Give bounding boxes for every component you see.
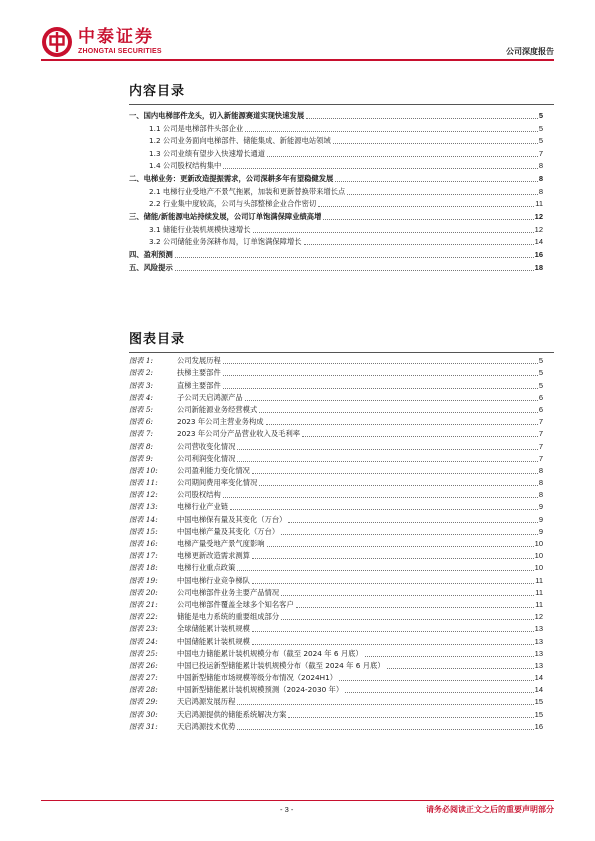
figure-page-number: 7: [538, 429, 543, 439]
figure-list-link[interactable]: [129, 647, 543, 659]
figure-title: 电梯行业重点政策: [177, 563, 236, 573]
figure-page-number: 13: [534, 660, 543, 670]
figure-page-number: 7: [538, 453, 543, 463]
figure-list-link[interactable]: [129, 695, 543, 707]
toc-page-number: 16: [534, 250, 543, 259]
figure-list-link[interactable]: [129, 610, 543, 622]
toc-page-number: 8: [538, 186, 543, 196]
figure-list-link[interactable]: [129, 720, 543, 732]
zhongtai-logo-icon: [41, 26, 73, 58]
figure-title: 中国电梯保有量及其变化（万台）: [177, 514, 287, 524]
figure-list-link[interactable]: [129, 476, 543, 488]
dot-leader: [267, 155, 538, 157]
figure-label: 图表 16:: [129, 539, 158, 548]
figure-title: 公司电梯部件业务主要产品情况: [177, 587, 280, 597]
figure-label: 图表 14:: [129, 514, 158, 524]
figure-label: 图表 9:: [129, 453, 154, 463]
dot-leader: [223, 374, 538, 376]
dot-leader: [306, 117, 538, 119]
figure-page-number: 9: [538, 502, 543, 512]
figure-label: 图表 11:: [129, 478, 158, 488]
figure-title: 中国电梯行业竞争梯队: [177, 575, 250, 585]
figure-title: 天启鸿源技术优势: [177, 721, 236, 731]
figure-label: 图表 24:: [129, 636, 158, 646]
figure-title: 中国电力储能累计装机规模分布（截至 2024 年 6 月底）: [177, 648, 363, 658]
figure-title: 直梯主要部件: [177, 380, 221, 390]
dot-leader: [347, 193, 537, 195]
dot-leader: [223, 362, 538, 364]
figure-page-number: 5: [538, 368, 543, 378]
toc-page-number: 18: [534, 263, 543, 272]
toc-chapter-link[interactable]: [129, 247, 543, 260]
figure-page-number: 5: [538, 380, 543, 390]
page-number: - 3 -: [280, 805, 294, 814]
dot-leader: [253, 231, 534, 233]
figure-page-number: 11: [535, 575, 543, 585]
toc-entry-text: 五、风险提示: [129, 263, 173, 272]
dot-leader: [335, 180, 538, 182]
figure-label: 图表 7:: [129, 429, 154, 439]
dot-leader: [333, 142, 538, 144]
figure-page-number: 6: [538, 404, 543, 414]
figure-list-link[interactable]: [129, 439, 543, 451]
dot-leader: [223, 167, 538, 169]
figure-title: 全球储能累计装机规模: [177, 624, 250, 634]
figure-title: 中国电梯产量及其变化（万台）: [177, 526, 280, 536]
figure-label: 图表 3:: [129, 380, 154, 390]
figure-label: 图表 4:: [129, 392, 154, 402]
figure-page-number: 5: [538, 356, 543, 366]
figure-label: 图表 6:: [129, 417, 154, 427]
figure-page-number: 6: [538, 392, 543, 402]
toc-entry-text: 1.2 公司业务面向电梯部件、储能集成、新能源电站领域: [149, 136, 331, 145]
toc-page-number: 12: [534, 224, 543, 234]
figure-list-link[interactable]: [129, 683, 543, 695]
dot-leader: [245, 130, 538, 132]
dot-leader: [323, 218, 533, 220]
figure-title: 中国储能累计装机规模: [177, 636, 250, 646]
figure-label: 图表 10:: [129, 465, 158, 475]
dot-leader: [281, 594, 534, 596]
figure-list-link[interactable]: [129, 671, 543, 683]
figure-list-link[interactable]: [129, 586, 543, 598]
toc-list: [129, 108, 543, 273]
toc-entry-text: 一、国内电梯部件龙头，切入新能源赛道实现快速发展: [129, 111, 305, 120]
dot-leader: [288, 716, 533, 718]
toc-entry-text: 1.1 公司是电梯部件头部企业: [149, 123, 244, 133]
figure-label: 图表 2:: [129, 368, 154, 378]
toc-entry-text: 1.3 公司业绩有望步入快速增长通道: [149, 148, 266, 158]
figure-list-link[interactable]: [129, 598, 543, 610]
figure-page-number: 14: [534, 685, 543, 695]
figure-page-number: 13: [534, 624, 543, 634]
figure-title: 公司新能源业务经营模式: [177, 404, 258, 414]
figure-list-link[interactable]: [129, 549, 543, 561]
figure-title: 公司利润变化情况: [177, 453, 236, 463]
dot-leader: [252, 472, 538, 474]
toc-chapter-link[interactable]: [129, 108, 543, 121]
toc-page-number: 5: [538, 111, 543, 120]
figure-title: 公司电梯部件覆盖全球多个知名客户: [177, 599, 294, 609]
dot-leader: [237, 569, 533, 571]
dot-leader: [230, 508, 538, 510]
toc-section-link[interactable]: [129, 235, 543, 248]
figure-title: 公司发展历程: [177, 356, 221, 366]
figure-label: 图表 5:: [129, 404, 154, 414]
figures-title-divider: [129, 352, 554, 353]
toc-chapter-link[interactable]: [129, 209, 543, 222]
toc-entry-text: 3.1 储能行业装机规模快速增长: [149, 224, 251, 234]
dot-leader: [237, 703, 533, 705]
figure-label: 图表 12:: [129, 490, 158, 500]
figure-page-number: 10: [534, 539, 543, 548]
figure-list-link[interactable]: [129, 415, 543, 427]
figure-list-link[interactable]: [129, 525, 543, 537]
toc-page-number: 11: [535, 199, 543, 208]
figure-label: 图表 20:: [129, 587, 158, 597]
figure-page-number: 15: [534, 709, 543, 719]
dot-leader: [245, 399, 538, 401]
dot-leader: [387, 667, 534, 669]
figure-list-link[interactable]: [129, 634, 543, 646]
figure-page-number: 9: [538, 526, 543, 536]
figure-title: 2023 年公司分产品营业收入及毛利率: [177, 429, 301, 439]
figure-label: 图表 31:: [129, 721, 158, 731]
figure-list-link[interactable]: [129, 561, 543, 573]
toc-section-link[interactable]: [129, 222, 543, 235]
figure-label: 图表 28:: [129, 685, 158, 695]
figure-label: 图表 13:: [129, 502, 158, 512]
toc-section-link[interactable]: [129, 184, 543, 197]
figure-page-number: 9: [538, 514, 543, 524]
figure-page-number: 8: [538, 465, 543, 475]
figure-list-link[interactable]: [129, 391, 543, 403]
dot-leader: [223, 387, 538, 389]
figure-list-link[interactable]: [129, 707, 543, 719]
figure-list-link[interactable]: [129, 427, 543, 439]
figure-title: 子公司天启鸿源产品: [177, 392, 243, 402]
dot-leader: [339, 679, 534, 681]
figure-page-number: 7: [538, 417, 543, 427]
figure-page-number: 8: [538, 478, 543, 488]
dot-leader: [259, 484, 538, 486]
figure-list-link[interactable]: [129, 354, 543, 366]
header-divider: [41, 59, 554, 61]
dot-leader: [318, 205, 534, 207]
figure-list-link[interactable]: [129, 500, 543, 512]
dot-leader: [237, 460, 537, 462]
dot-leader: [296, 606, 534, 608]
figure-title: 公司期间费用率变化情况: [177, 478, 258, 488]
report-type-label: 公司深度报告: [506, 47, 554, 56]
figure-page-number: 13: [534, 648, 543, 658]
figure-page-number: 11: [535, 599, 543, 609]
figure-title: 中国新型储能累计装机规模预测（2024-2030 年）: [177, 685, 344, 695]
figure-label: 图表 25:: [129, 648, 158, 658]
figure-title: 电梯产量受地产景气度影响: [177, 539, 265, 548]
dot-leader: [223, 496, 538, 498]
figures-list: [129, 354, 543, 732]
toc-page-number: 14: [534, 237, 543, 246]
figure-label: 图表 21:: [129, 599, 158, 609]
company-logo: [41, 22, 162, 62]
figure-list-link[interactable]: [129, 512, 543, 524]
figure-page-number: 16: [534, 721, 543, 731]
figure-page-number: 8: [538, 490, 543, 500]
toc-page-number: 5: [538, 136, 543, 145]
figure-title: 电梯行业产业链: [177, 502, 229, 512]
figures-title: 图表目录: [129, 332, 186, 347]
figure-label: 图表 19:: [129, 575, 158, 585]
figure-list-link[interactable]: [129, 488, 543, 500]
toc-entry-text: 1.4 公司股权结构集中: [149, 161, 222, 170]
toc-section-link[interactable]: [129, 146, 543, 159]
figure-label: 图表 8:: [129, 441, 154, 451]
figure-page-number: 7: [538, 441, 543, 451]
figure-title: 电梯更新改造需求测算: [177, 551, 250, 561]
figure-label: 图表 26:: [129, 660, 158, 670]
figure-page-number: 12: [534, 612, 543, 622]
toc-page-number: 12: [534, 212, 543, 221]
dot-leader: [259, 411, 538, 413]
toc-entry-text: 2.1 电梯行业受地产不景气拖累，加装和更新替换带来增长点: [149, 186, 346, 196]
dot-leader: [266, 423, 538, 425]
page-footer: [0, 795, 595, 835]
figure-title: 公司营收变化情况: [177, 441, 236, 451]
toc-entry-text: 2.2 行业集中度较高，公司与头部整梯企业合作密切: [149, 199, 317, 208]
toc-page-number: 7: [538, 148, 543, 158]
figure-list-link[interactable]: [129, 464, 543, 476]
figure-title: 天启鸿源提供的储能系统解决方案: [177, 709, 287, 719]
figure-list-link[interactable]: [129, 452, 543, 464]
dot-leader: [237, 448, 537, 450]
figure-title: 储能是电力系统的重要组成部分: [177, 612, 280, 622]
dot-leader: [288, 521, 537, 523]
dot-leader: [252, 630, 534, 632]
figure-title: 公司盈利能力变化情况: [177, 465, 250, 475]
page-header: [0, 0, 595, 68]
dot-leader: [281, 618, 534, 620]
figure-list-link[interactable]: [129, 378, 543, 390]
toc-section-link[interactable]: [129, 159, 543, 172]
figure-list-link[interactable]: [129, 537, 543, 549]
figure-page-number: 11: [535, 587, 543, 597]
figure-title: 2023 年公司主营业务构成: [177, 417, 264, 427]
figure-page-number: 10: [534, 551, 543, 561]
dot-leader: [365, 655, 534, 657]
disclaimer-text: 请务必阅读正文之后的重要声明部分: [426, 805, 554, 814]
dot-leader: [252, 557, 534, 559]
figure-list-link[interactable]: [129, 403, 543, 415]
toc-entry-text: 3.2 公司储能业务深耕布局，订单饱满保障增长: [149, 237, 302, 246]
dot-leader: [302, 435, 538, 437]
toc-page-number: 5: [538, 123, 543, 133]
figure-title: 天启鸿源发展历程: [177, 697, 236, 707]
figure-label: 图表 1:: [129, 356, 154, 366]
dot-leader: [237, 728, 533, 730]
toc-title-divider: [129, 104, 554, 105]
toc-section-link[interactable]: [129, 134, 543, 147]
dot-leader: [304, 243, 534, 245]
toc-section-link[interactable]: [129, 197, 543, 210]
toc-chapter-link[interactable]: [129, 171, 543, 184]
figure-label: 图表 18:: [129, 563, 158, 573]
figure-title: 中国已投运新型储能累计装机规模分布（截至 2024 年 6 月底）: [177, 660, 385, 670]
figure-label: 图表 27:: [129, 673, 158, 683]
figure-label: 图表 22:: [129, 612, 158, 622]
figure-label: 图表 17:: [129, 551, 158, 561]
figure-title: 扶梯主要部件: [177, 368, 221, 378]
dot-leader: [345, 691, 534, 693]
dot-leader: [252, 582, 534, 584]
toc-entry-text: 二、电梯业务：更新改造提振需求，公司深耕多年有望稳健发展: [129, 174, 334, 183]
figure-label: 图表 15:: [129, 526, 158, 536]
dot-leader: [175, 256, 534, 258]
figure-title: 公司股权结构: [177, 490, 221, 500]
figure-label: 图表 23:: [129, 624, 158, 634]
figure-list-link[interactable]: [129, 622, 543, 634]
figure-page-number: 13: [534, 636, 543, 646]
toc-entry-text: 四、盈利预测: [129, 250, 173, 259]
figure-title: 中国新型储能市场规模等级分布情况（2024H1）: [177, 673, 338, 683]
footer-divider: [41, 800, 554, 801]
toc-section-link[interactable]: [129, 121, 543, 134]
dot-leader: [267, 545, 534, 547]
figure-page-number: 10: [534, 563, 543, 573]
logo-text-en: ZHONGTAI SECURITIES: [78, 48, 162, 55]
dot-leader: [175, 269, 534, 271]
figure-list-link[interactable]: [129, 659, 543, 671]
toc-entry-text: 三、储能/新能源电站持续发展，公司订单饱满保障业绩高增: [129, 212, 322, 221]
toc-chapter-link[interactable]: [129, 260, 543, 273]
figure-list-link[interactable]: [129, 573, 543, 585]
figure-page-number: 14: [534, 673, 543, 683]
figure-label: 图表 30:: [129, 709, 158, 719]
figure-label: 图表 29:: [129, 697, 158, 707]
toc-page-number: 8: [538, 174, 543, 183]
dot-leader: [252, 643, 534, 645]
figure-list-link[interactable]: [129, 366, 543, 378]
dot-leader: [281, 533, 538, 535]
logo-text-cn: 中泰证券: [78, 27, 154, 47]
toc-title: 内容目录: [129, 84, 186, 99]
toc-page-number: 8: [538, 161, 543, 170]
figure-page-number: 15: [534, 697, 543, 707]
